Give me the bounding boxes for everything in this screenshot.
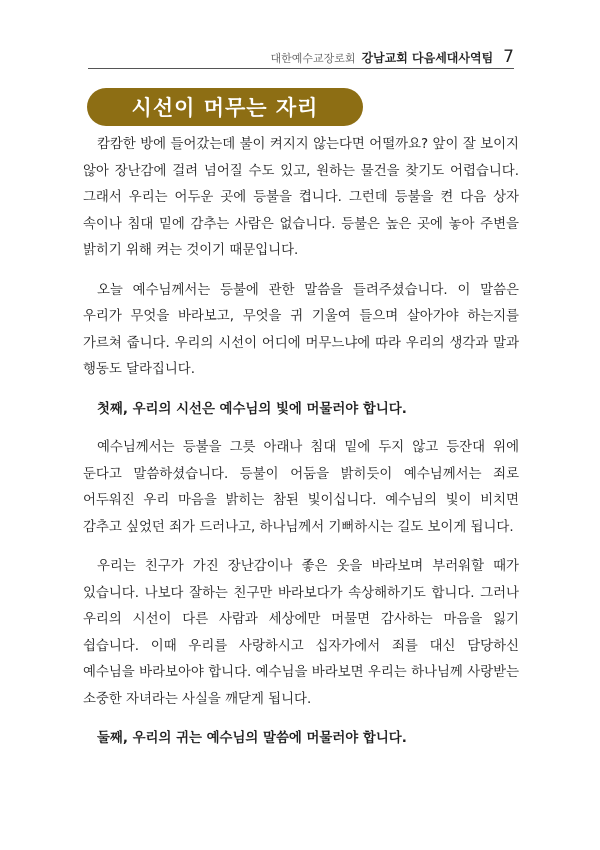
paragraph-2: 오늘 예수님께서는 등불에 관한 말씀을 들려주셨습니다. 이 말씀은 우리가 무엇을 바라보고, 무엇을 귀 기울여 들으며 살아가야 하는지를 가르쳐 줍니다. 우리의 시선이 어디에 머무느냐에 따라 우리의 생각과 말과 행동도 달라집니다. bbox=[83, 282, 519, 377]
paragraph-4: 우리는 친구가 가진 장난감이나 좋은 옷을 바라보며 부러워할 때가 있습니다. 나보다 잘하는 친구만 바라보다가 속상해하기도 합니다. 그러나 우리의 시선이 다른 사람과 세상에만 머물면 감사하는 마음을 잃기 쉽습니다. 이때 우리를 사랑하시고 십자가에서 죄를 대신 담당하신 예수님을 바라보아야 합니다. 예수님을 바라보면 우리는 하나님께 사랑받는 소중한 자녀라는 사실을 깨닫게 됩니다. bbox=[83, 559, 519, 707]
page-number: 7 bbox=[503, 47, 514, 67]
title-banner bbox=[87, 88, 363, 126]
body-text bbox=[83, 132, 519, 765]
section-heading-1: 첫째, 우리의 시선은 예수님의 빛에 머물러야 합니다. bbox=[97, 401, 407, 417]
header-team: 강남교회 다음세대사역팀 bbox=[361, 51, 494, 65]
running-header bbox=[270, 47, 514, 67]
section-heading-2: 둘째, 우리의 귀는 예수님의 말씀에 머물러야 합니다. bbox=[97, 731, 407, 746]
header-organization: 대한예수교장로회 bbox=[270, 52, 356, 65]
paragraph-1: 캄캄한 방에 들어갔는데 불이 켜지지 않는다면 어떨까요? 앞이 잘 보이지 않아 장난감에 걸려 넘어질 수도 있고, 원하는 물건을 찾기도 어렵습니다. 그래서 우리는 어두운 곳에 등불을 켭니다. 그런데 등불을 켠 다음 상자 속이나 침대 밑에 감추는 사람은 없습니다. 등불은 높은 곳에 놓아 주변을 밝히기 위해 켜는 것이기 때문입니다. bbox=[83, 137, 519, 258]
paragraph-3: 예수님께서는 등불을 그릇 아래나 침대 밑에 두지 않고 등잔대 위에 둔다고 말씀하셨습니다. 등불이 어둠을 밝히듯이 예수님께서는 죄로 어두워진 우리 마음을 밝히는 참된 빛이십니다. 예수님의 빛이 비치면 감추고 싶었던 죄가 드러나고, 하나님께서 기뻐하시는 길도 보이게 됩니다. bbox=[83, 440, 519, 535]
page-title: 시선이 머무는 자리 bbox=[131, 96, 319, 120]
header-divider bbox=[88, 68, 514, 69]
